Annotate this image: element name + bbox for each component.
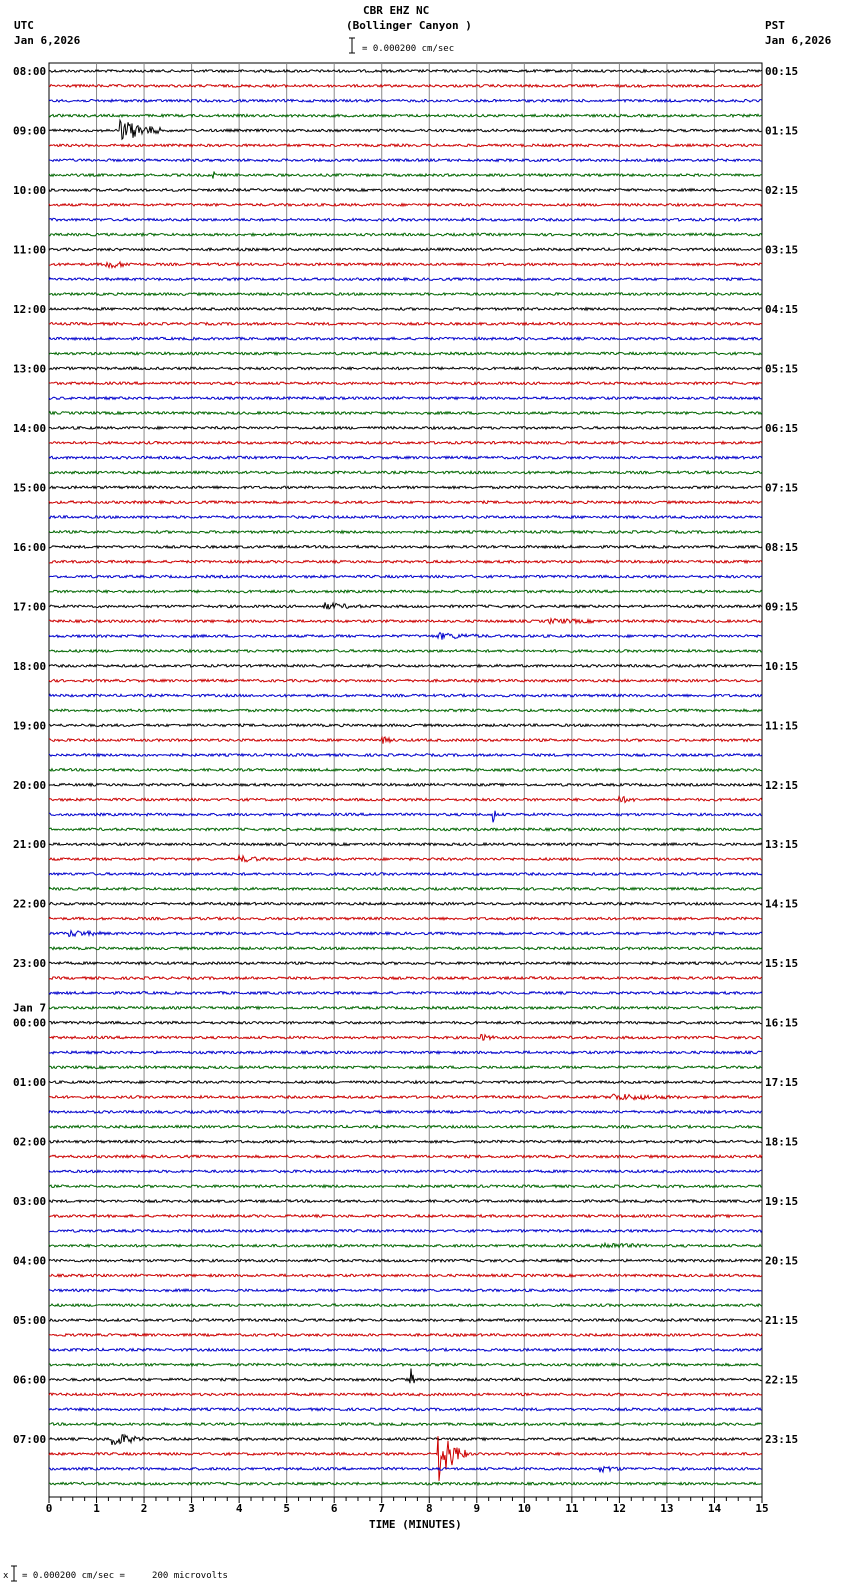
footer-scale-bar-icon [11, 1566, 17, 1581]
seismic-trace [49, 1035, 762, 1041]
utc-hour-label: 12:00 [13, 302, 47, 316]
seismic-trace [49, 931, 762, 937]
pst-hour-label: 16:15 [765, 1016, 799, 1030]
pst-hour-label: 07:15 [765, 481, 799, 495]
seismic-trace [49, 1021, 762, 1024]
pst-hour-label: 02:15 [765, 183, 799, 197]
seismic-trace [49, 442, 762, 445]
seismic-trace [49, 811, 762, 823]
right-timezone: PST [765, 19, 785, 32]
seismic-trace [49, 486, 762, 489]
seismic-trace [49, 1200, 762, 1203]
seismic-trace [49, 709, 762, 712]
seismic-trace [49, 947, 762, 950]
seismic-trace [49, 1111, 762, 1114]
x-tick-label: 8 [425, 1502, 433, 1515]
seismic-trace [49, 114, 762, 117]
x-tick-label: 4 [235, 1502, 243, 1515]
utc-hour-label: 14:00 [13, 421, 47, 435]
seismic-trace [49, 560, 762, 563]
seismic-trace [49, 694, 762, 697]
pst-hour-label: 12:15 [765, 778, 799, 792]
seismic-trace [49, 724, 762, 727]
pst-hour-label: 19:15 [765, 1195, 799, 1209]
seismic-trace [49, 471, 762, 474]
seismic-trace [49, 120, 762, 139]
seismic-trace [49, 828, 762, 831]
x-tick-label: 0 [45, 1502, 53, 1515]
utc-hour-label: 19:00 [13, 719, 47, 733]
seismic-trace [49, 619, 762, 624]
seismic-trace [49, 352, 762, 355]
utc-hour-label: 08:00 [13, 65, 47, 78]
seismic-trace [49, 456, 762, 459]
right-date: Jan 6,2026 [765, 34, 832, 47]
x-tick-label: 11 [565, 1502, 579, 1515]
x-tick-label: 15 [755, 1502, 769, 1515]
left-timezone: UTC [14, 19, 34, 32]
station-subtitle: (Bollinger Canyon ) [346, 19, 472, 32]
utc-hour-label: 02:00 [13, 1135, 47, 1149]
x-tick-label: 13 [660, 1502, 674, 1515]
station-title: CBR EHZ NC [363, 4, 430, 17]
utc-hour-label: 16:00 [13, 540, 47, 554]
scale-bar-icon [349, 38, 355, 53]
seismic-trace [49, 1393, 762, 1396]
seismic-trace [49, 1482, 762, 1485]
seismic-trace [49, 531, 762, 534]
pst-hour-label: 22:15 [765, 1373, 799, 1387]
pst-hour-label: 14:15 [765, 897, 799, 911]
seismic-trace [49, 1243, 762, 1247]
seismic-trace [49, 1423, 762, 1426]
x-axis-label: TIME (MINUTES) [369, 1518, 462, 1531]
pst-hour-label: 00:15 [765, 65, 799, 78]
seismic-trace [49, 1007, 762, 1010]
pst-hour-label: 11:15 [765, 719, 799, 733]
seismic-trace [49, 590, 762, 593]
seismic-trace [49, 1126, 762, 1129]
seismic-trace [49, 189, 762, 192]
utc-hour-label: 00:00 [13, 1016, 47, 1030]
seismic-trace [49, 784, 762, 787]
seismic-trace [49, 501, 762, 504]
pst-hour-label: 01:15 [765, 124, 799, 138]
pst-hour-label: 20:15 [765, 1254, 799, 1268]
utc-hour-label: 01:00 [13, 1076, 47, 1090]
footer-prefix: x [3, 1571, 9, 1581]
pst-hour-label: 05:15 [765, 362, 799, 376]
seismic-trace [49, 1349, 762, 1352]
seismic-trace [49, 873, 762, 876]
pst-hour-label: 08:15 [765, 540, 799, 554]
seismic-trace [49, 665, 762, 668]
seismic-trace [49, 1467, 762, 1473]
seismic-trace [49, 992, 762, 995]
seismic-trace [49, 159, 762, 162]
utc-hour-label: 20:00 [13, 778, 47, 792]
utc-hour-label: 04:00 [13, 1254, 47, 1268]
seismic-trace [49, 1259, 762, 1262]
seismic-trace [49, 382, 762, 385]
utc-hour-label: 13:00 [13, 362, 47, 376]
seismic-trace [49, 1304, 762, 1307]
seismic-trace [49, 546, 762, 549]
pst-hour-label: 10:15 [765, 659, 799, 673]
utc-hour-label: 17:00 [13, 600, 47, 614]
seismic-trace [49, 1081, 762, 1084]
utc-hour-label: 22:00 [13, 897, 47, 911]
seismic-trace [49, 412, 762, 415]
seismic-trace [49, 888, 762, 891]
seismic-trace [49, 797, 762, 803]
seismic-trace [49, 1363, 762, 1366]
utc-hour-label: 09:00 [13, 124, 47, 138]
seismic-trace [49, 1289, 762, 1292]
seismic-trace [49, 1369, 762, 1384]
seismic-trace [49, 293, 762, 296]
seismic-trace [49, 902, 762, 905]
seismic-trace [49, 633, 762, 640]
utc-hour-label: 23:00 [13, 957, 47, 971]
footer-scale-label: = 0.000200 cm/sec = 200 microvolts [22, 1571, 228, 1581]
seismic-trace [49, 769, 762, 772]
x-tick-label: 6 [330, 1502, 338, 1515]
x-tick-label: 7 [378, 1502, 386, 1515]
pst-hour-label: 17:15 [765, 1076, 799, 1090]
seismic-trace [49, 1408, 762, 1411]
seismic-trace [49, 1094, 762, 1100]
seismic-trace [49, 1215, 762, 1218]
seismic-trace [49, 1170, 762, 1173]
seismic-trace [49, 248, 762, 251]
x-tick-label: 5 [283, 1502, 290, 1515]
seismic-trace [49, 843, 762, 846]
seismic-trace [49, 1155, 762, 1158]
utc-hour-label: 18:00 [13, 659, 47, 673]
pst-hour-label: 03:15 [765, 243, 799, 257]
seismic-trace [49, 1435, 762, 1445]
seismic-trace [49, 575, 762, 578]
seismic-trace [49, 1185, 762, 1188]
seismic-trace [49, 917, 762, 920]
seismic-trace [49, 204, 762, 207]
seismic-trace [49, 1334, 762, 1337]
seismic-trace [49, 172, 762, 179]
seismic-trace [49, 1230, 762, 1233]
pst-hour-label: 18:15 [765, 1135, 799, 1149]
pst-hour-label: 04:15 [765, 302, 799, 316]
seismic-trace [49, 218, 762, 221]
seismic-trace [49, 85, 762, 88]
utc-hour-label: 05:00 [13, 1314, 47, 1328]
pst-hour-label: 06:15 [765, 421, 799, 435]
seismic-trace [49, 99, 762, 102]
seismic-trace [49, 1274, 762, 1277]
utc-hour-label: 15:00 [13, 481, 47, 495]
seismic-trace [49, 977, 762, 980]
seismic-trace [49, 233, 762, 236]
seismic-trace [49, 1051, 762, 1054]
seismic-trace [49, 323, 762, 326]
seismic-trace [49, 278, 762, 281]
seismic-trace [49, 679, 762, 682]
seismic-trace [49, 337, 762, 340]
pst-hour-label: 09:15 [765, 600, 799, 614]
left-date: Jan 6,2026 [14, 34, 81, 47]
pst-hour-label: 15:15 [765, 957, 799, 971]
seismic-trace [49, 1140, 762, 1143]
seismic-trace [49, 737, 762, 744]
date-change-label: Jan 7 [13, 1001, 47, 1015]
x-tick-label: 14 [707, 1502, 722, 1515]
utc-hour-label: 10:00 [13, 183, 47, 197]
seismic-trace [49, 144, 762, 147]
utc-hour-label: 03:00 [13, 1195, 47, 1209]
utc-hour-label: 07:00 [13, 1433, 47, 1447]
utc-hour-label: 06:00 [13, 1373, 47, 1387]
seismic-trace [49, 516, 762, 519]
seismic-trace [49, 262, 762, 268]
scale-label: = 0.000200 cm/sec [362, 44, 455, 54]
seismic-trace [49, 427, 762, 430]
seismic-trace [49, 650, 762, 653]
seismic-trace [49, 962, 762, 965]
pst-hour-label: 13:15 [765, 838, 799, 852]
seismic-trace [49, 367, 762, 370]
x-tick-label: 9 [473, 1502, 481, 1515]
x-tick-label: 1 [93, 1502, 100, 1515]
utc-hour-label: 11:00 [13, 243, 47, 257]
seismic-trace [49, 602, 762, 609]
seismic-trace [49, 1436, 762, 1481]
x-tick-label: 10 [517, 1502, 531, 1515]
seismic-trace [49, 1066, 762, 1069]
seismic-trace [49, 1319, 762, 1322]
pst-hour-label: 21:15 [765, 1314, 799, 1328]
pst-hour-label: 23:15 [765, 1433, 799, 1447]
x-tick-label: 12 [612, 1502, 627, 1515]
x-tick-label: 2 [140, 1502, 148, 1515]
seismic-trace [49, 397, 762, 400]
seismic-trace [49, 754, 762, 757]
seismic-trace [49, 70, 762, 73]
x-tick-label: 3 [188, 1502, 195, 1515]
seismic-trace [49, 856, 762, 862]
utc-hour-label: 21:00 [13, 838, 47, 852]
seismic-trace [49, 308, 762, 311]
